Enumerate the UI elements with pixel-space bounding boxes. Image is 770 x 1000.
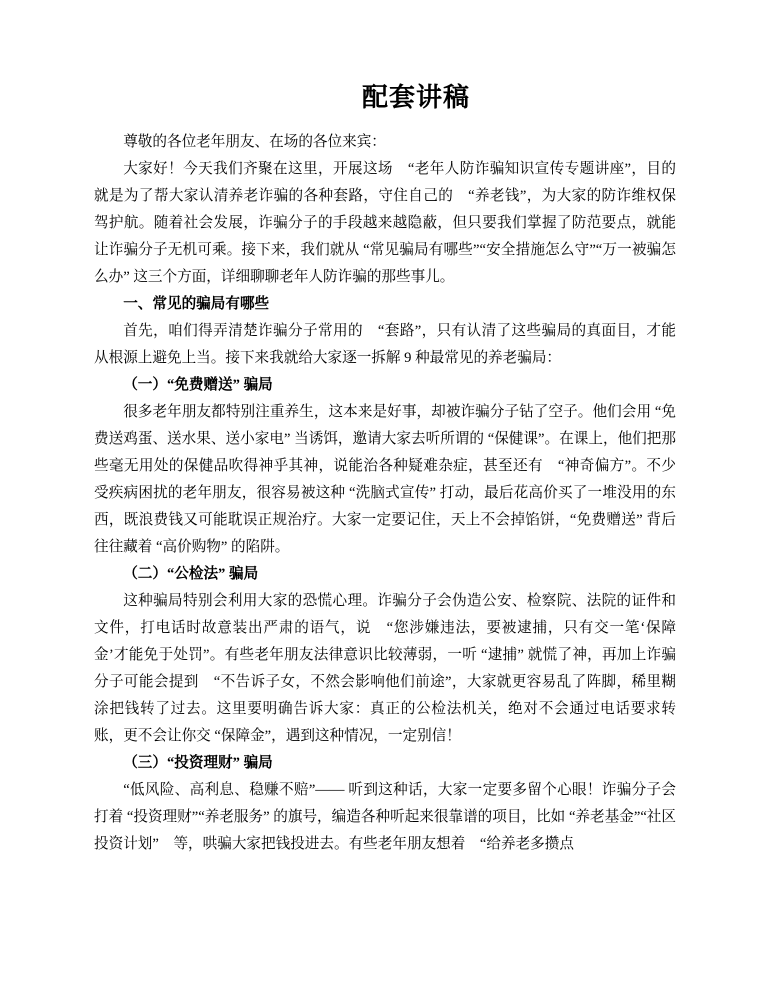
document-content	[94, 0, 676, 858]
heading-scam-2-police-impersonation: （二）“公检法” 骗局	[123, 566, 259, 582]
paragraph-scam-2-police-impersonation: 这种骗局特别会利用大家的恐慌心理。诈骗分子会伪造公安、检察院、法院的证件和文件，打电话时故意装出严肃的语气，说 “您涉嫌违法，要被逮捕，只有交一笔‘保障金’才能免于处罚”。有些老年朋友法律意识比较薄弱，一听 “逮捕” 就慌了神，再加上诈骗分子可能会提到 “不告诉子女，不然会影响他们前途”，大家就更容易乱了阵脚，稀里糊涂把钱转了过去。这里要明确告诉大家：真正的公检法机关，绝对不会通过电话要求转账，更不会让你交 “保障金”，遇到这种情况，一定别信！	[94, 593, 676, 744]
paragraph-opening: 大家好！今天我们齐聚在这里，开展这场 “老年人防诈骗知识宣传专题讲座”，目的就是为了帮大家认清养老诈骗的各种套路，守住自己的 “养老钱”，为大家的防诈维权保驾护航。随着社会发展，诈骗分子的手段越来越隐蔽，但只要我们掌握了防范要点，就能让诈骗分子无机可乘。接下来，我们就从 “常见骗局有哪些”“安全措施怎么守”“万一被骗怎么办” 这三个方面，详细聊聊老年人防诈骗的那些事儿。	[94, 161, 676, 285]
heading-scam-3-investment: （三）“投资理财” 骗局	[123, 755, 273, 771]
paragraph-scam-1-free-gifts: 很多老年朋友都特别注重养生，这本来是好事，却被诈骗分子钻了空子。他们会用 “免费送鸡蛋、送水果、送小家电” 当诱饵，邀请大家去听所谓的 “保健课”。在课上，他们把那些毫无用处的保健品吹得神乎其神，说能治各种疑难杂症，甚至还有 “神奇偏方”。不少受疾病困扰的老年朋友，很容易被这种 “洗脑式宣传” 打动，最后花高价买了一堆没用的东西，既浪费钱又可能耽误正规治疗。大家一定要记住，天上不会掉馅饼，“免费赠送” 背后往往藏着 “高价购物” 的陷阱。	[94, 404, 676, 555]
doc-title: 配套讲稿	[361, 83, 470, 112]
heading-common-scams: 一、常见的骗局有哪些	[123, 296, 270, 312]
paragraph-scam-3-investment: “低风险、高利息、稳赚不赔”—— 听到这种话，大家一定要多留个心眼！诈骗分子会打着 “投资理财”“养老服务” 的旗号，编造各种听起来很靠谱的项目，比如 “养老基金”“社区投资计划” 等，哄骗大家把钱投进去。有些老年朋友想着 “给养老多攒点	[94, 782, 676, 852]
heading-scam-1-free-gifts: （一）“免费赠送” 骗局	[123, 377, 273, 393]
salutation-line: 尊敬的各位老年朋友、在场的各位来宾：	[123, 134, 386, 150]
paragraph-scam-overview: 首先，咱们得弄清楚诈骗分子常用的 “套路”，只有认清了这些骗局的真面目，才能从根源上避免上当。接下来我就给大家逐一拆解 9 种最常见的养老骗局：	[94, 323, 676, 366]
